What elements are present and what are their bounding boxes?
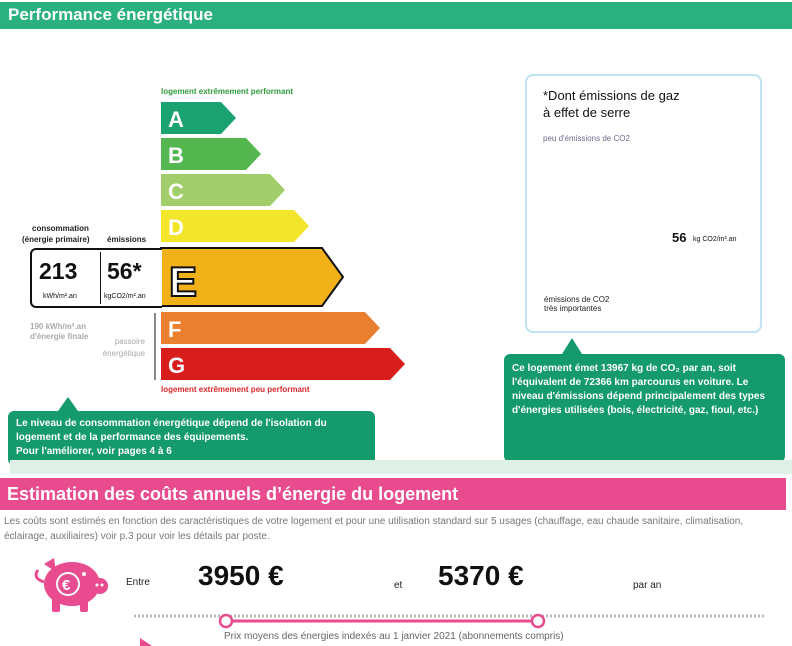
energy-callout xyxy=(8,411,375,465)
energy-class-a-letter: A xyxy=(168,107,184,132)
cost-title: Estimation des coûts annuels d’énergie du logement xyxy=(7,484,459,504)
energy-class-d-letter: D xyxy=(168,215,184,240)
ges-title-line-1: *Dont émissions de gaz xyxy=(543,88,680,103)
svg-text:€: € xyxy=(62,577,71,594)
ges-top-label: peu d'émissions de CO2 xyxy=(543,134,630,143)
emissions-unit: kgCO2/m².an xyxy=(104,293,146,300)
energy-callout-line-3: Pour l'améliorer, voir pages 4 à 6 xyxy=(16,446,172,457)
ges-value: 56 xyxy=(672,230,687,245)
emissions-label: émissions xyxy=(107,235,147,244)
energy-class-f xyxy=(161,312,380,344)
cost-max-value: 5370 € xyxy=(438,560,524,591)
energy-class-d xyxy=(161,210,309,242)
range-min-marker xyxy=(220,615,232,627)
consumption-label: consommation xyxy=(32,224,89,233)
per-year-label: par an xyxy=(633,580,662,591)
energy-callout-line-2: logement et de la performance des équipements. xyxy=(16,432,249,443)
energy-class-c xyxy=(161,174,285,206)
ges-callout xyxy=(504,354,785,462)
piggy-bank-icon xyxy=(28,552,112,616)
energy-class-e-letter: E xyxy=(169,258,198,305)
section-divider xyxy=(10,460,792,474)
scale-top-label: logement extrêmement performant xyxy=(161,87,294,96)
price-footnote: Prix moyens des énergies indexés au 1 janvier 2021 (abonnements compris) xyxy=(224,631,564,642)
scale-bottom-label: logement extrêmement peu performant xyxy=(161,385,310,394)
ges-title xyxy=(543,87,680,121)
between-label: Entre xyxy=(126,577,150,588)
emissions-value: 56* xyxy=(107,258,142,284)
energy-class-g-letter: G xyxy=(168,353,186,378)
ges-bottom-label-1: émissions de CO2 xyxy=(544,295,610,304)
consumption-value: 213 xyxy=(39,258,78,284)
performance-title: Performance énergétique xyxy=(8,5,214,24)
energy-class-c-letter: C xyxy=(168,179,184,204)
consumption-unit: kWh/m².an xyxy=(43,293,77,300)
ges-unit: kg CO2/m².an xyxy=(693,236,737,243)
final-energy-value: 190 kWh/m².an xyxy=(30,322,87,331)
passoire-label-2: énergétique xyxy=(102,349,145,358)
primary-energy-label: (énergie primaire) xyxy=(22,235,90,244)
energy-class-g xyxy=(161,348,405,380)
energy-class-b xyxy=(161,138,261,170)
ges-title-line-2: à effet de serre xyxy=(543,105,631,120)
passoire-label-1: passoire xyxy=(114,337,145,346)
energy-class-e xyxy=(161,248,343,306)
range-max-marker xyxy=(532,615,544,627)
consumption-divider xyxy=(100,252,101,304)
energy-class-a xyxy=(161,102,236,134)
cost-min-value: 3950 € xyxy=(198,560,284,591)
ges-bottom-label-2: très importantes xyxy=(544,304,602,313)
and-label: et xyxy=(394,580,403,591)
final-energy-label: d'énergie finale xyxy=(30,332,89,341)
energy-class-f-letter: F xyxy=(168,317,182,342)
cost-description: Les coûts sont estimés en fonction des caractéristiques de votre logement et pour une utilisation standard sur 5 usages (chauffage, eau chaude sanitaire, climatisation, éclairage, auxiliaires) voir p.3 pour voir les détails par poste. xyxy=(4,516,744,542)
energy-class-b-letter: B xyxy=(168,143,184,168)
ges-callout-text: Ce logement émet 13967 kg de CO₂ par an, soit l'équivalent de 72366 km parcourus en voiture. Le niveau d'émissions dépend principalement des types d'énergies utilisées (bois, électricité, gaz, fioul, etc.) xyxy=(512,363,766,416)
ges-callout-pointer xyxy=(560,336,584,356)
energy-callout-line-1: Le niveau de consommation énergétique dépend de l'isolation du xyxy=(16,418,327,429)
